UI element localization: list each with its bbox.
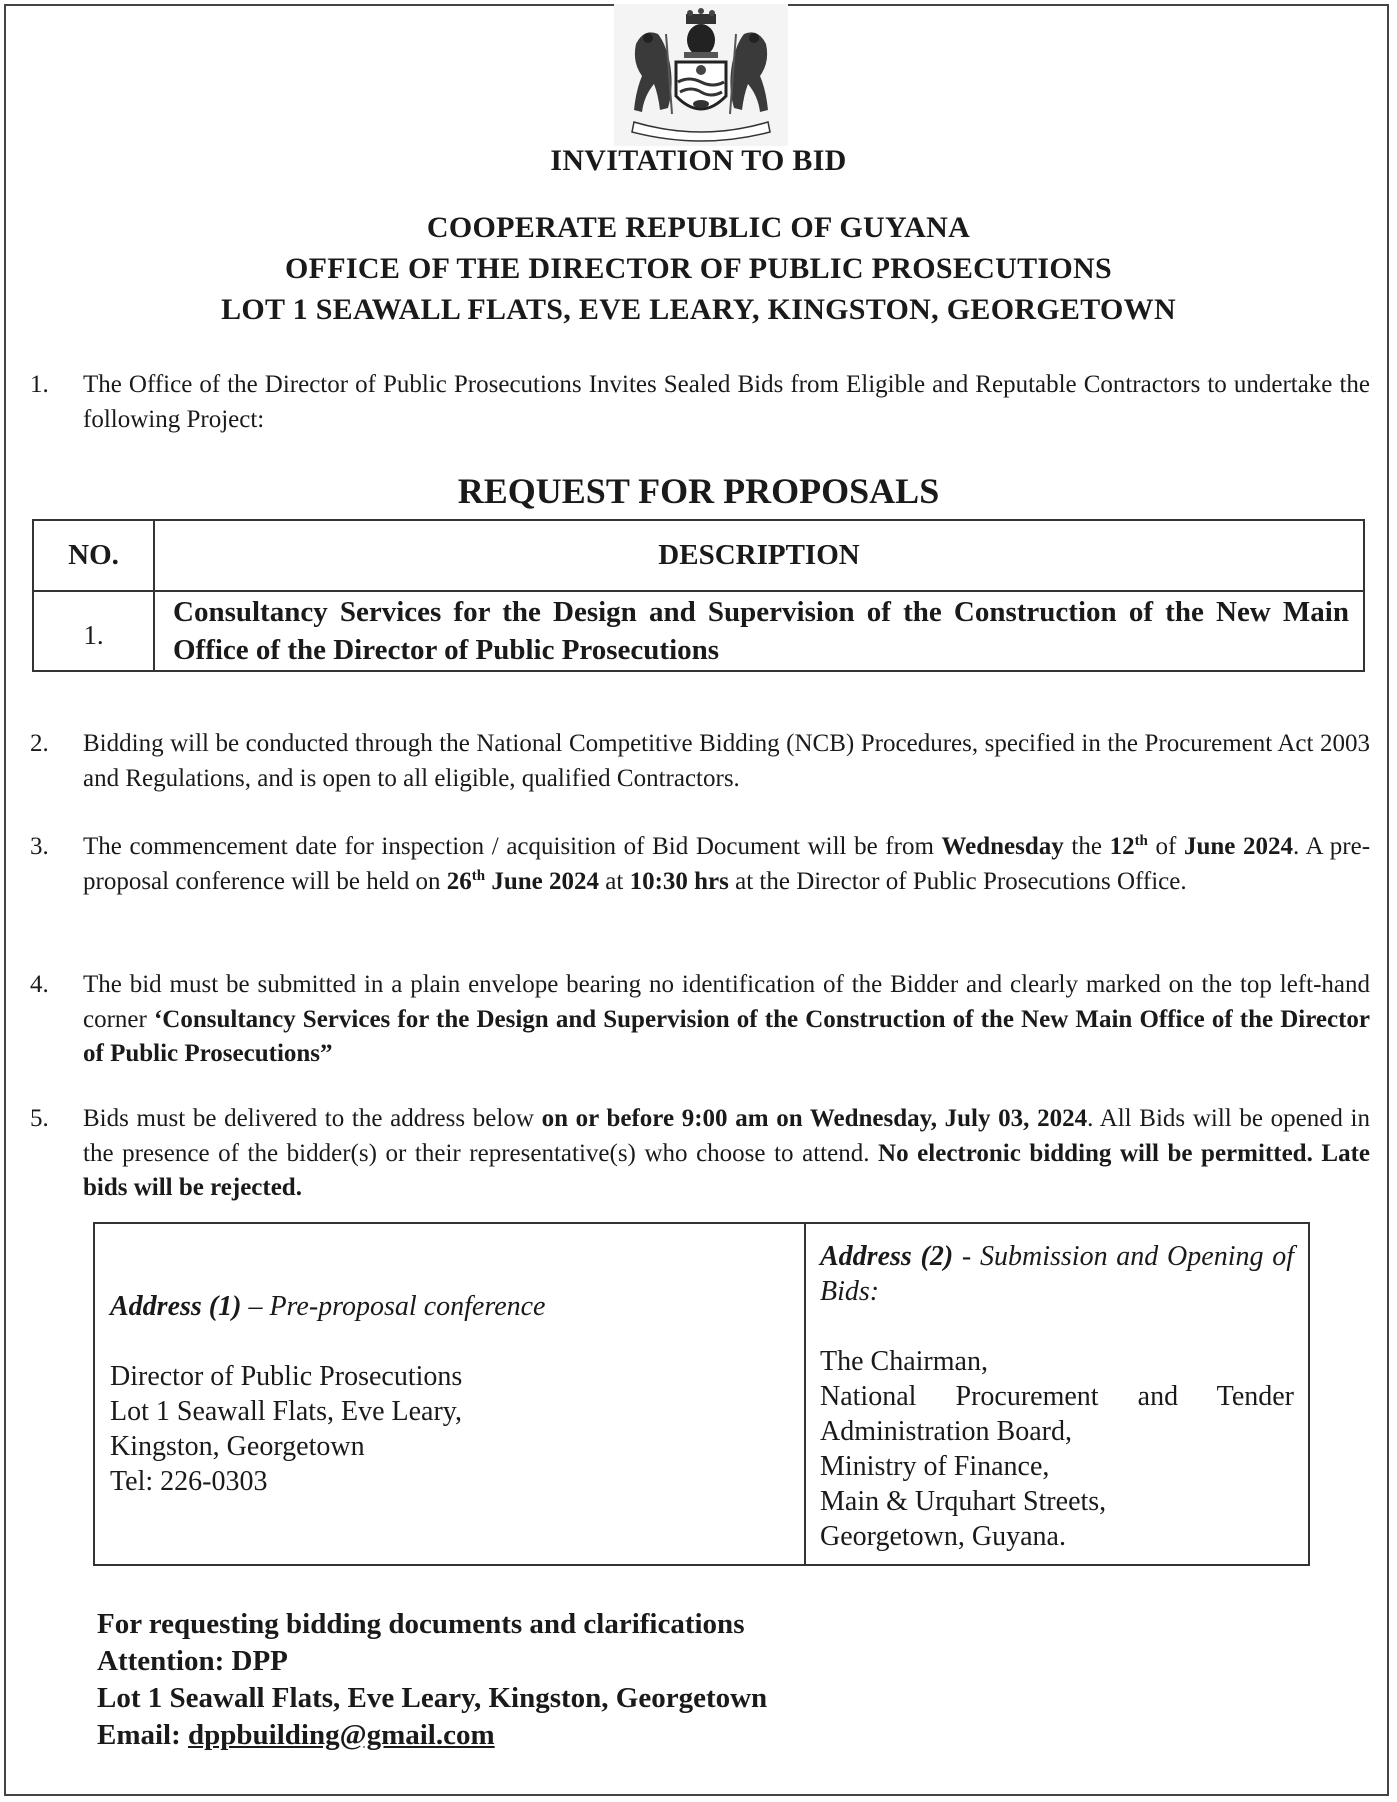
text-run: . All Bids will be opened in the presence of the bidder(s) or their representative(s) who choose to attend. — [83, 1105, 1370, 1167]
table-row — [33, 591, 1364, 671]
paragraph-4 — [30, 968, 1370, 1072]
address-line: Georgetown, Guyana. — [820, 1521, 1066, 1552]
address-line: The Chairman, — [820, 1346, 988, 1377]
email-link[interactable]: dppbuilding@gmail.com — [188, 1719, 495, 1751]
footer-request-line: For requesting bidding documents and clarifications — [97, 1608, 745, 1640]
bold-run: June 2024 — [1183, 833, 1293, 860]
rfp-table — [32, 519, 1365, 672]
paragraph-number: 3. — [30, 833, 49, 860]
address-1-cell — [94, 1223, 805, 1565]
text-run: at the Director of Public Prosecutions Office. — [728, 867, 1187, 895]
paragraph-2 — [30, 727, 1370, 796]
address-label: Address (2) — [820, 1241, 954, 1272]
document-title: INVITATION TO BID — [550, 144, 847, 177]
text-run: of — [1147, 833, 1184, 860]
phone-line: Tel: 226-0303 — [110, 1466, 268, 1497]
heading-republic: COOPERATE REPUBLIC OF GUYANA — [426, 211, 971, 244]
footer-address-line: Lot 1 Seawall Flats, Eve Leary, Kingston, Georgetown — [97, 1682, 768, 1714]
bold-run: 26 — [446, 867, 472, 895]
bold-run: 12 — [1109, 833, 1135, 860]
paragraph-text — [83, 830, 1370, 899]
paragraph-5 — [30, 1102, 1370, 1206]
address-line: Lot 1 Seawall Flats, Eve Leary, — [110, 1396, 462, 1427]
text-run: at — [599, 867, 630, 895]
address-line: Main & Urquhart Streets, — [820, 1486, 1107, 1517]
row-description: Consultancy Services for the Design and Supervision of the Construction of the New Main Office of the Director of Public Prosecutions — [154, 591, 1364, 671]
footer-attention-line: Attention: DPP — [97, 1645, 288, 1677]
heading-address: LOT 1 SEAWALL FLATS, EVE LEARY, KINGSTON, GEORGETOWN — [221, 293, 1176, 326]
text-run: . A pre-proposal conference will be held on — [83, 833, 1371, 895]
ordinal-suffix: th — [1134, 833, 1148, 849]
address-2-heading — [820, 1239, 1294, 1309]
bold-run: June 2024 — [485, 867, 600, 895]
paragraph-number: 1. — [30, 371, 49, 398]
bold-run: 10:30 hrs — [629, 867, 729, 895]
ordinal-suffix: th — [471, 867, 486, 884]
paragraph-number: 4. — [30, 971, 49, 998]
column-header-description: DESCRIPTION — [154, 520, 1364, 591]
email-label: Email: — [97, 1719, 189, 1751]
row-number: 1. — [33, 591, 154, 671]
paragraph-text — [83, 1102, 1370, 1206]
paragraph-text — [83, 968, 1370, 1072]
address-line: National Procurement and Tender — [820, 1381, 1294, 1412]
rfp-title: REQUEST FOR PROPOSALS — [457, 471, 940, 511]
contact-footer — [97, 1606, 767, 1754]
address-1-heading — [110, 1291, 545, 1322]
bold-run: on or before 9:00 am on Wednesday, July 03, 2024 — [541, 1105, 1088, 1132]
address-line: Administration Board, — [820, 1416, 1072, 1447]
address-line: Kingston, Georgetown — [110, 1431, 365, 1462]
paragraph-number: 2. — [30, 730, 49, 757]
address-table — [93, 1222, 1310, 1566]
text-run: the — [1063, 833, 1110, 860]
footer-email-line — [97, 1717, 767, 1754]
coat-of-arms-icon — [614, 4, 788, 146]
paragraph-text: Bidding will be conducted through the National Competitive Bidding (NCB) Procedures, specified in the Procurement Act 2003 and Regulations, and is open to all eligible, qualified Contractors. — [83, 730, 1370, 792]
address-line: Director of Public Prosecutions — [110, 1361, 463, 1392]
text-run: The bid must be submitted in a plain envelope bearing no identification of the Bidder and clearly marked on the top left-hand corner — [83, 971, 1370, 1033]
paragraph-1 — [30, 368, 1370, 437]
paragraph-3 — [30, 830, 1370, 899]
address-line: Ministry of Finance, — [820, 1451, 1050, 1482]
bold-run: ‘Consultancy Services for the Design and Supervision of the Construction of the New Main Office of the Director of Public Prosecutions” — [83, 1005, 1371, 1067]
bold-run: Wednesday — [941, 833, 1064, 860]
address-heading-text: - Submission and Opening of Bids: — [820, 1241, 1294, 1307]
heading-office: OFFICE OF THE DIRECTOR OF PUBLIC PROSECUTIONS — [285, 252, 1112, 285]
address-2-cell — [805, 1223, 1309, 1565]
text-run: Bids must be delivered to the address below — [83, 1105, 542, 1132]
bold-run: No electronic bidding will be permitted. Late bids will be rejected. — [83, 1139, 1370, 1201]
table-header-row — [33, 520, 1364, 591]
text-run: The commencement date for inspection / acquisition of Bid Document will be from — [83, 833, 942, 860]
column-header-no: NO. — [33, 520, 154, 591]
address-label: Address (1) — [110, 1291, 242, 1322]
paragraph-number: 5. — [30, 1105, 49, 1132]
address-heading-text: – Pre-proposal conference — [241, 1291, 546, 1322]
paragraph-text: The Office of the Director of Public Prosecutions Invites Sealed Bids from Eligible and Reputable Contractors to undertake the following Project: — [83, 371, 1370, 433]
